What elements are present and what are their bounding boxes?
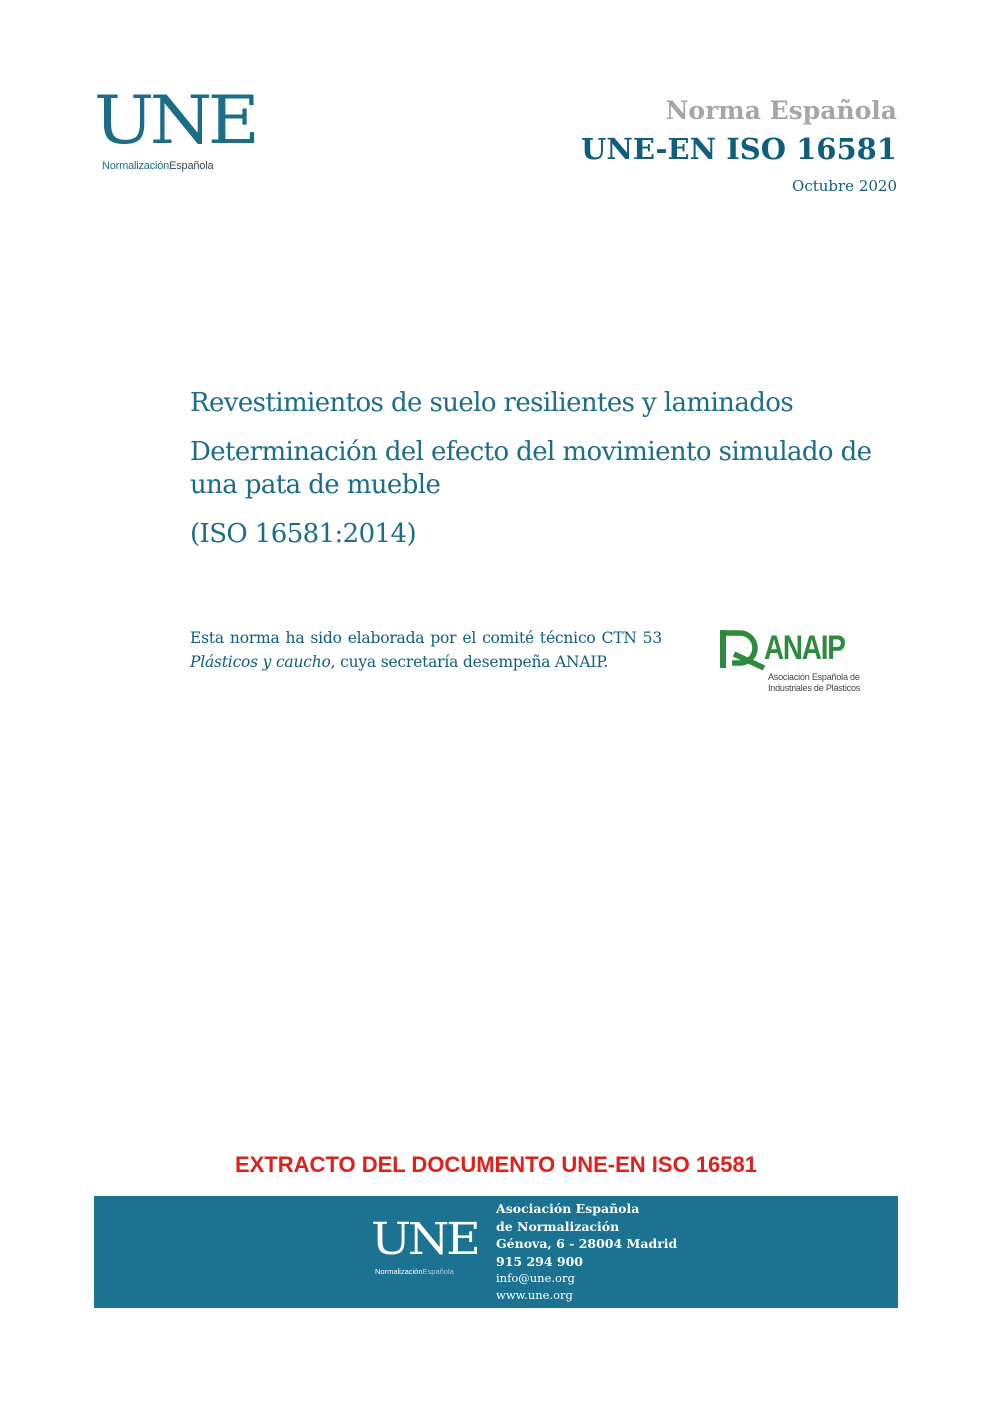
- une-logo-subtitle: [102, 160, 213, 172]
- footer-address: Génova, 6 - 28004 Madrid: [496, 1236, 678, 1251]
- footer-une-logo-subtitle: [375, 1267, 454, 1276]
- document-title-reference: (ISO 16581:2014): [190, 519, 416, 549]
- document-title-line-1: Revestimientos de suelo resilientes y laminados: [190, 388, 794, 418]
- committee-name-italic: Plásticos y caucho: [190, 653, 331, 671]
- footer-band: [94, 1196, 898, 1308]
- footer-email-link[interactable]: info@une.org: [496, 1271, 575, 1285]
- footer-contact-block: [496, 1200, 677, 1304]
- une-logo-sub-blue: Normalización: [102, 160, 170, 172]
- anaip-logo: [720, 628, 865, 698]
- anaip-subtitle-line-1: Asociación Española de: [768, 672, 860, 682]
- anaip-wordmark: ANAIP: [764, 629, 845, 667]
- footer-phone: 915 294 900: [496, 1253, 583, 1269]
- footer-org-line-2: de Normalización: [496, 1218, 620, 1234]
- footer-org-line-1: Asociación Española: [496, 1201, 640, 1216]
- anaip-emblem-icon: [720, 630, 766, 670]
- committee-statement: [190, 626, 662, 674]
- une-logo-mark: UNE: [94, 82, 256, 159]
- committee-text-after: , cuya secretaría desempeña ANAIP.: [330, 653, 609, 671]
- footer-logo-sub-bright: Normalización: [375, 1267, 423, 1276]
- document-title-line-2: Determinación del efecto del movimiento simulado de una pata de mueble: [190, 437, 872, 500]
- norma-date: Octubre 2020: [792, 177, 897, 195]
- norma-label: Norma Española: [665, 96, 897, 125]
- extract-notice: EXTRACTO DEL DOCUMENTO UNE-EN ISO 16581: [235, 1152, 757, 1177]
- anaip-subtitle-line-2: Industriales de Plásticos: [768, 683, 861, 693]
- footer-logo-sub-dim: Española: [422, 1267, 454, 1276]
- norma-code: UNE-EN ISO 16581: [581, 132, 897, 166]
- footer-une-logo-mark: UNE: [371, 1214, 478, 1265]
- une-logo-sub-dark: Española: [169, 160, 214, 172]
- committee-text-before: Esta norma ha sido elaborada por el comité técnico CTN 53: [190, 629, 662, 647]
- footer-web-link[interactable]: www.une.org: [496, 1288, 573, 1302]
